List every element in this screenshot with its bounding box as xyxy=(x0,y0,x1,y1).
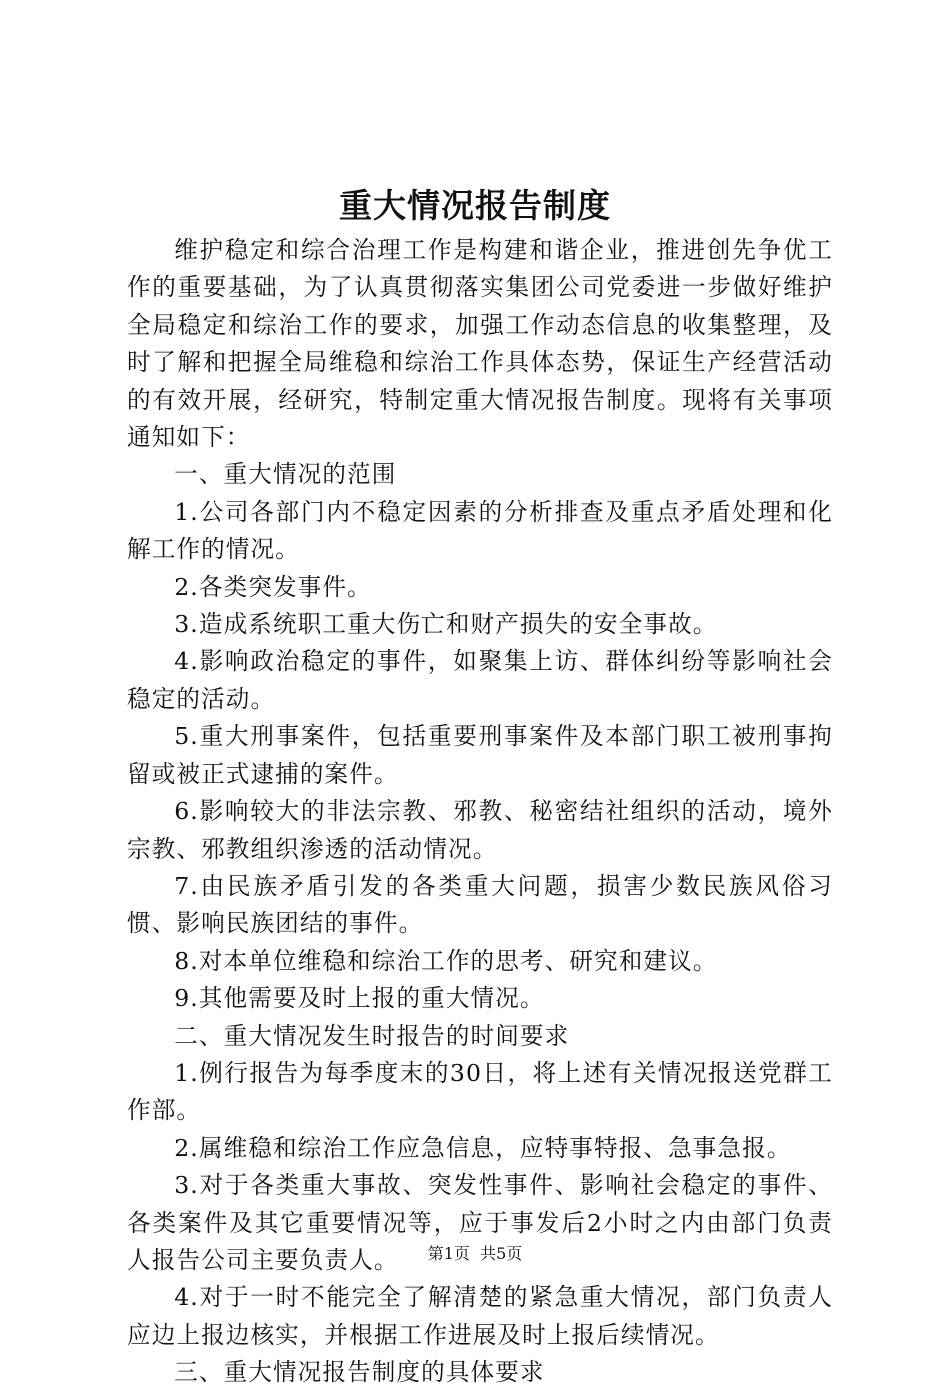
page-number: 第1页 xyxy=(427,1244,470,1263)
paragraph-intro: 维护稳定和综合治理工作是构建和谐企业，推进创先争优工作的重要基础，为了认真贯彻落实集团公司党委进一步做好维护全局稳定和综治工作的要求，加强工作动态信息的收集整理，及时了解和把握全局维稳和综治工作具体态势，保证生产经营活动的有效开展，经研究，特制定重大情况报告制度。现将有关事项通知如下： xyxy=(127,236,833,452)
list-item: 6.影响较大的非法宗教、邪教、秘密结社组织的活动，境外宗教、邪教组织渗透的活动情况。 xyxy=(127,797,833,863)
section-heading-2: 二、重大情况发生时报告的时间要求 xyxy=(174,1021,570,1050)
page-total: 共5页 xyxy=(480,1244,523,1263)
list-item: 2.属维稳和综治工作应急信息，应特事特报、急事急报。 xyxy=(174,1133,792,1162)
section-heading-3: 三、重大情况报告制度的具体要求 xyxy=(174,1358,545,1387)
list-item: 3.造成系统职工重大伤亡和财产损失的安全事故。 xyxy=(174,610,718,639)
document-title: 重大情况报告制度 xyxy=(339,186,611,225)
list-item: 2.各类突发事件。 xyxy=(174,572,372,601)
list-item: 1.例行报告为每季度末的30日，将上述有关情况报送党群工作部。 xyxy=(127,1058,833,1125)
list-item: 8.对本单位维稳和综治工作的思考、研究和建议。 xyxy=(174,946,718,975)
list-item: 9.其他需要及时上报的重大情况。 xyxy=(174,984,545,1013)
list-item: 5.重大刑事案件，包括重要刑事案件及本部门职工被刑事拘留或被正式逮捕的案件。 xyxy=(127,722,833,788)
page-footer xyxy=(0,1242,950,1266)
document-body xyxy=(127,232,833,1392)
list-item: 3.对于各类重大事故、突发性事件、影响社会稳定的事件、各类案件及其它重要情况等，应于事发后2小时之内由部门负责人报告公司主要负责人。 xyxy=(127,1171,833,1274)
list-item: 7.由民族矛盾引发的各类重大问题，损害少数民族风俗习惯、影响民族团结的事件。 xyxy=(127,871,833,938)
section-heading-1: 一、重大情况的范围 xyxy=(174,460,397,489)
list-item: 4.影响政治稳定的事件，如聚集上访、群体纠纷等影响社会稳定的活动。 xyxy=(127,647,833,713)
list-item: 1.公司各部门内不稳定因素的分析排查及重点矛盾处理和化解工作的情况。 xyxy=(127,497,833,564)
list-item: 4.对于一时不能完全了解清楚的紧急重大情况，部门负责人应边上报边核实，并根据工作进展及时上报后续情况。 xyxy=(127,1283,833,1349)
